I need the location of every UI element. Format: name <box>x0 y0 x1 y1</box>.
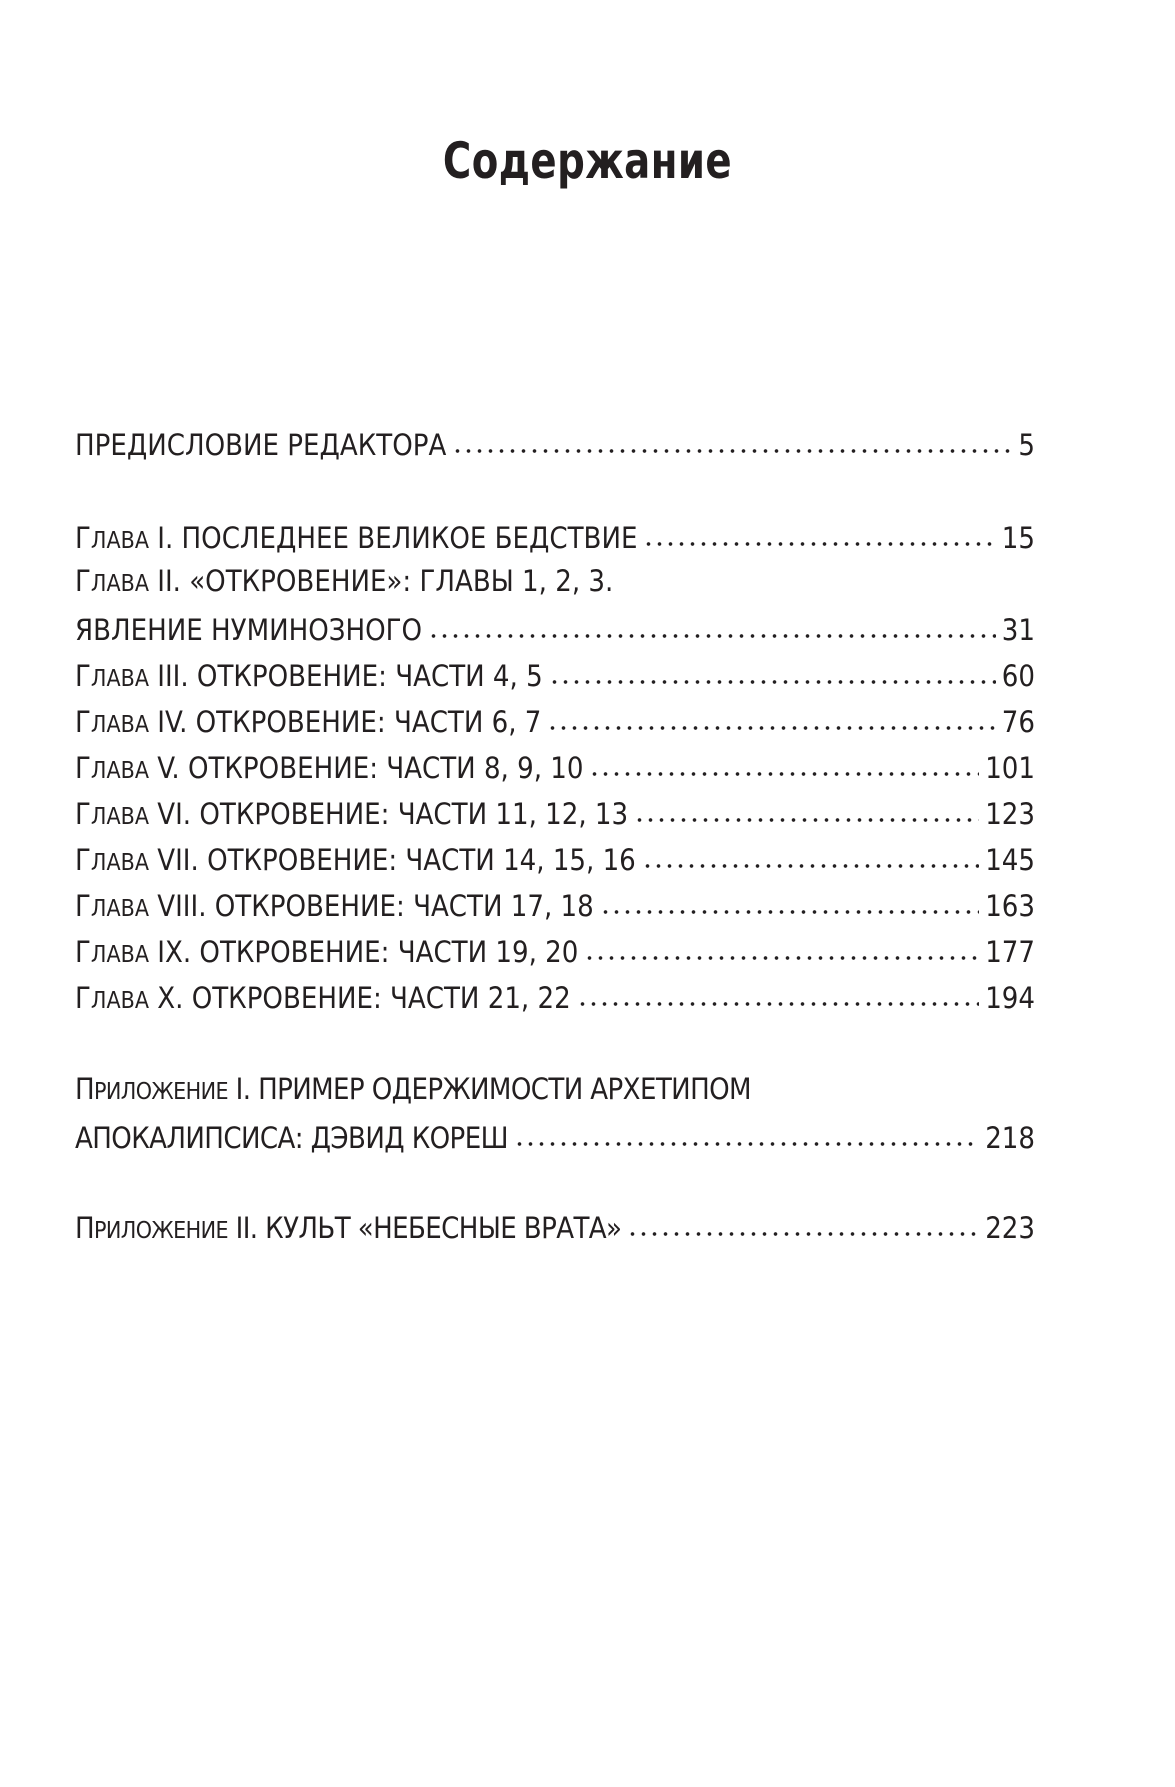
dot-leader <box>547 702 995 732</box>
toc-entry-label <box>75 1072 751 1106</box>
toc-entry-label <box>75 564 613 598</box>
toc-entry[interactable] <box>75 518 1035 562</box>
toc-entry-prefix: ГЛАВА <box>75 564 149 598</box>
toc-entry[interactable] <box>75 840 1035 884</box>
toc-entry[interactable] <box>75 656 1035 700</box>
toc-entry-prefix: ПРИЛОЖЕНИЕ <box>75 1211 228 1245</box>
toc-entry-title: X. ОТКРОВЕНИЕ: ЧАСТИ 21, 22 <box>157 981 571 1015</box>
toc-entry-page: 218 <box>985 1121 1035 1155</box>
toc-entry-page: 60 <box>1001 659 1035 693</box>
toc-entry-page: 76 <box>1001 705 1035 739</box>
toc-entry-page: 15 <box>1001 521 1035 555</box>
toc-entry-prefix: ГЛАВА <box>75 797 149 831</box>
toc-entry-prefix: ПРИЛОЖЕНИЕ <box>75 1072 228 1106</box>
toc-entry[interactable] <box>75 932 1035 976</box>
toc-entry[interactable] <box>75 748 1035 792</box>
toc-entry-prefix: ГЛАВА <box>75 935 149 969</box>
toc-entry[interactable] <box>75 1118 1035 1162</box>
toc-entry-page: 194 <box>985 981 1035 1015</box>
dot-leader <box>589 748 979 778</box>
toc-entry-prefix: ГЛАВА <box>75 981 149 1015</box>
toc-entry-label <box>75 428 446 462</box>
page-title: Содержание <box>442 132 733 190</box>
toc-entry-prefix: ГЛАВА <box>75 659 149 693</box>
toc-entry-page: 123 <box>985 797 1035 831</box>
toc-entry-title: ПРЕДИСЛОВИЕ РЕДАКТОРА <box>75 428 447 462</box>
toc-entry-prefix: ГЛАВА <box>75 521 149 555</box>
dot-leader <box>643 518 995 548</box>
dot-leader <box>642 840 979 870</box>
toc-entry-page: 101 <box>985 751 1035 785</box>
toc-entry-page: 163 <box>985 889 1035 923</box>
toc-entry-page: 177 <box>985 935 1035 969</box>
toc-entry-title: АПОКАЛИПСИСА: ДЭВИД КОРЕШ <box>75 1121 508 1155</box>
toc-entry-title: VIII. ОТКРОВЕНИЕ: ЧАСТИ 17, 18 <box>157 889 594 923</box>
toc-entry[interactable] <box>75 564 1035 608</box>
toc-entry-title: III. ОТКРОВЕНИЕ: ЧАСТИ 4, 5 <box>157 659 543 693</box>
toc-entry-label <box>75 705 541 739</box>
toc-entry[interactable] <box>75 1208 1035 1252</box>
toc-entry-title: I. ПРИМЕР ОДЕРЖИМОСТИ АРХЕТИПОМ <box>235 1072 751 1106</box>
toc-entry-label <box>75 889 594 923</box>
toc-entry-label <box>75 751 583 785</box>
toc-entry[interactable] <box>75 978 1035 1022</box>
toc-entry-label <box>75 843 636 877</box>
dot-leader <box>428 610 996 640</box>
toc-entry[interactable] <box>75 1072 1035 1116</box>
toc-entry[interactable] <box>75 610 1035 654</box>
toc-entry-page: 31 <box>1001 613 1035 647</box>
toc-entry-label <box>75 1211 621 1245</box>
dot-leader <box>600 886 979 916</box>
toc-entry-page: 145 <box>985 843 1035 877</box>
toc-entry-prefix: ГЛАВА <box>75 705 149 739</box>
toc-entry-title: II. КУЛЬТ «НЕБЕСНЫЕ ВРАТА» <box>235 1211 622 1245</box>
toc-entry-title: I. ПОСЛЕДНЕЕ ВЕЛИКОЕ БЕДСТВИЕ <box>157 521 638 555</box>
toc-entry[interactable] <box>75 794 1035 838</box>
toc-entry-title: II. «ОТКРОВЕНИЕ»: ГЛАВЫ 1, 2, 3. <box>157 564 614 598</box>
toc-entry-prefix: ГЛАВА <box>75 889 149 923</box>
toc-entry-label <box>75 1121 508 1155</box>
toc-entry-title: ЯВЛЕНИЕ НУМИНОЗНОГО <box>75 613 423 647</box>
dot-leader <box>577 978 980 1008</box>
toc-entry-label <box>75 659 543 693</box>
toc-entry-label <box>75 981 571 1015</box>
toc-entry-title: IV. ОТКРОВЕНИЕ: ЧАСТИ 6, 7 <box>157 705 542 739</box>
toc-entry-page: 223 <box>985 1211 1035 1245</box>
toc-entry-label <box>75 613 422 647</box>
dot-leader <box>634 794 979 824</box>
toc-entry-title: VII. ОТКРОВЕНИЕ: ЧАСТИ 14, 15, 16 <box>157 843 636 877</box>
toc-entry[interactable] <box>75 886 1035 930</box>
dot-leader <box>627 1208 979 1238</box>
toc-entry[interactable] <box>75 425 1035 469</box>
dot-leader <box>549 656 996 686</box>
dot-leader <box>514 1118 979 1148</box>
dot-leader <box>452 425 1012 455</box>
toc-entry-prefix: ГЛАВА <box>75 751 149 785</box>
toc-entry-title: V. ОТКРОВЕНИЕ: ЧАСТИ 8, 9, 10 <box>157 751 584 785</box>
toc-entry-title: VI. ОТКРОВЕНИЕ: ЧАСТИ 11, 12, 13 <box>157 797 629 831</box>
toc-entry-label <box>75 797 628 831</box>
toc-entry-page: 5 <box>1018 428 1035 462</box>
dot-leader <box>584 932 979 962</box>
toc-entry-label <box>75 521 637 555</box>
toc-entry-title: IX. ОТКРОВЕНИЕ: ЧАСТИ 19, 20 <box>157 935 579 969</box>
toc-entry-prefix: ГЛАВА <box>75 843 149 877</box>
toc-entry[interactable] <box>75 702 1035 746</box>
toc-entry-label <box>75 935 578 969</box>
